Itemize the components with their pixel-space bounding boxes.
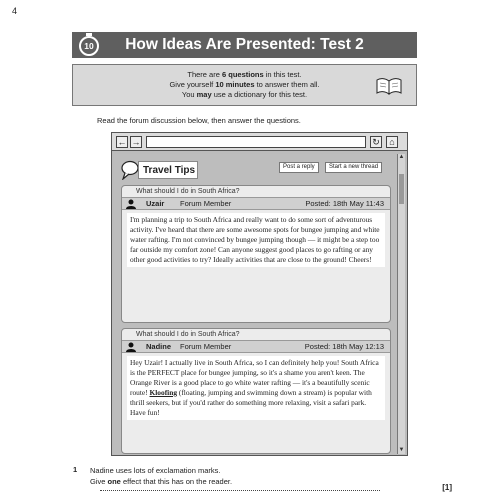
post-body [127, 356, 385, 420]
post-body-text: Hey Uzair! I actually live in South Africa, so I can definitely help you! South Africa is the PERFECT place for bungee jumping, so it's a shame you aren't keen. The Orange River is a good place to go white water rafting — it's a beautifully scenic route! [130, 358, 379, 397]
info-time-limit: 10 minutes [215, 80, 255, 89]
instruction-text: Read the forum discussion below, then answer the questions. [97, 116, 301, 125]
user-icon [126, 199, 136, 209]
post-user-role: Forum Member [180, 342, 232, 351]
info-text: use a dictionary for this test. [211, 90, 308, 99]
info-text: You [181, 90, 197, 99]
book-icon [376, 77, 402, 95]
post-date: Posted: 18th May 12:13 [304, 342, 384, 351]
info-dictionary-allowed: may [196, 90, 212, 99]
post-header [122, 340, 390, 353]
question-text-part: effect that this has on the reader. [120, 477, 233, 486]
info-text: There are [187, 70, 222, 79]
info-text: to answer them all. [254, 80, 320, 89]
info-text: Give yourself [169, 80, 216, 89]
post-body: I'm planning a trip to South Africa and really want to do some sort of adventurous activity. I've heard that there are some awesome spots for bungee jumping and white water rafting. I'm not convinced by bungee jumping though — it might be a step too far outside my comfort zone! Can anyone suggest good places to go rafting or any other good activities to try? Ideally activities that are close to the ground! Cheers! [127, 213, 385, 267]
forum-page [114, 154, 398, 454]
post-subject: What should I do in South Africa? [136, 331, 240, 338]
post-username[interactable]: Uzair [146, 199, 165, 208]
test-info-box [72, 64, 417, 106]
post-body-text: (floating, jumping and swimming down a stream) is popular with thrill seekers, but if you'd rather do something more relaxing, visit a safari park. Have fun! [130, 388, 372, 417]
new-thread-button[interactable]: Start a new thread [325, 162, 382, 173]
post-user-role: Forum Member [180, 199, 232, 208]
answer-line[interactable] [100, 490, 380, 491]
scrollbar[interactable] [397, 154, 405, 454]
page-number: 4 [12, 6, 18, 16]
reload-icon[interactable]: ↻ [370, 136, 382, 148]
stopwatch-icon [77, 33, 101, 57]
question-text-part: Give [90, 477, 108, 486]
question-text [90, 465, 232, 487]
post-subject: What should I do in South Africa? [136, 188, 240, 195]
marks-label: [1] [442, 483, 452, 492]
question-number: 1 [73, 465, 78, 474]
home-icon[interactable]: ⌂ [386, 136, 398, 148]
address-bar[interactable] [146, 136, 366, 148]
back-arrow-icon[interactable]: ← [117, 137, 127, 147]
scroll-up-icon[interactable]: ▲ [398, 154, 405, 160]
post-header [122, 197, 390, 210]
timer-value: 10 [84, 41, 94, 51]
forum-post [121, 185, 391, 323]
post-reply-button[interactable]: Post a reply [279, 162, 319, 173]
question-line: Nadine uses lots of exclamation marks. [90, 466, 221, 475]
forward-arrow-icon[interactable]: → [131, 137, 141, 147]
post-username[interactable]: Nadine [146, 342, 172, 351]
question-text-bold: one [107, 477, 121, 486]
post-body-keyword: Kloofing [149, 388, 178, 397]
speech-bubble-icon [120, 160, 140, 180]
info-question-count: 6 questions [221, 70, 264, 79]
scroll-thumb[interactable] [399, 174, 404, 204]
browser-window [111, 132, 408, 456]
info-text: in this test. [263, 70, 302, 79]
user-icon [126, 342, 136, 352]
scroll-down-icon[interactable]: ▼ [398, 447, 405, 453]
browser-toolbar [112, 133, 407, 151]
post-date: Posted: 18th May 11:43 [305, 199, 384, 208]
page-title: How Ideas Are Presented: Test 2 [72, 32, 417, 58]
forum-post [121, 328, 391, 454]
question-line [90, 476, 232, 487]
forum-title: Travel Tips [138, 161, 198, 179]
